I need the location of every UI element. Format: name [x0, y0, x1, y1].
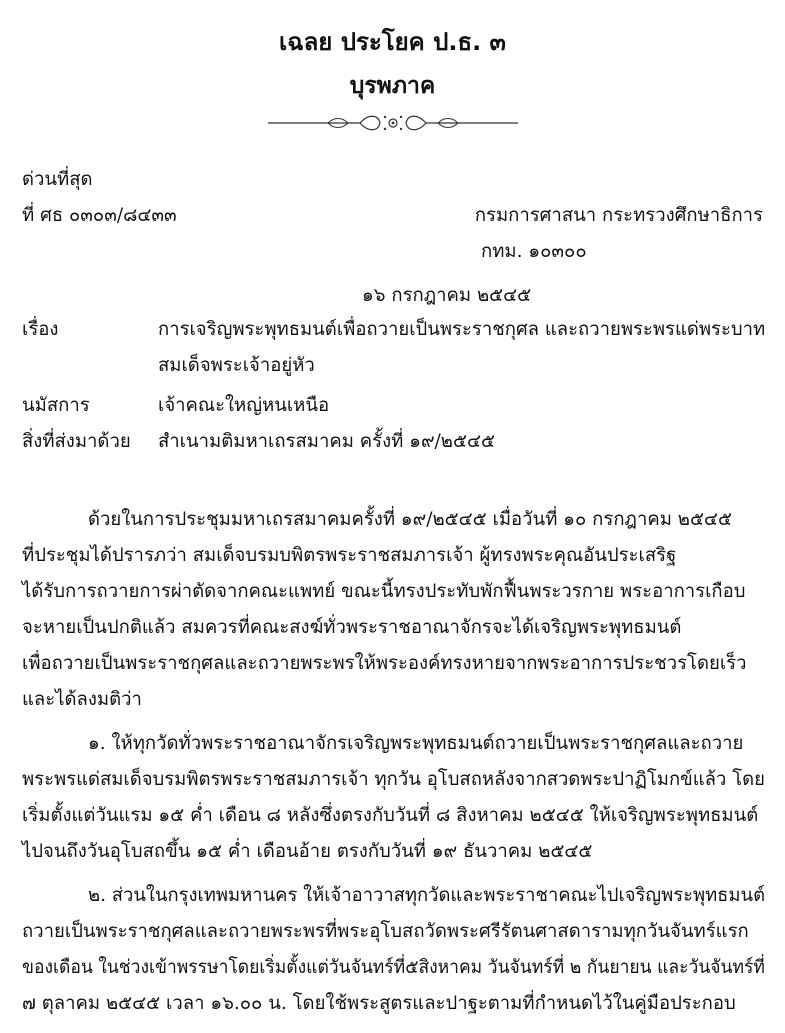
item-2-line: ถวายเป็นพระราชกุศลและถวายพระพรที่พระอุโบสถวัดพระศรีรัตนศาสดารามทุกวันจันทร์แรก — [22, 921, 749, 942]
item-2-line: ๗ ตุลาคม ๒๕๔๕ เวลา ๑๖.๐๐ น. โดยใช้พระสูตรและปาฐะตามที่กำหนดไว้ในคู่มือประกอบ — [22, 993, 736, 1014]
paragraph-1-line: ด้วยในการประชุมมหาเถรสมาคมครั้งที่ ๑๙/๒๕๔๕ เมื่อวันที่ ๑๐ กรกฎาคม ๒๕๔๕ — [88, 509, 732, 530]
item-2-line: ๒. ส่วนในกรุงเทพมหานคร ให้เจ้าอาวาสทุกวัดและพระราชาคณะไปเจริญพระพุทธมนต์ — [88, 885, 766, 906]
paragraph-1-line: ได้รับการถวายการผ่าตัดจากคณะแพทย์ ขณะนี้ทรงประทับพักฟื้นพระวรกาย พระอาการเกือบ — [22, 581, 746, 602]
sender-organization: กรมการศาสนา กระทรวงศึกษาธิการ — [474, 205, 763, 226]
sender-city: กทม. ๑๐๓๐๐ — [481, 241, 587, 262]
salutation-value: เจ้าคณะใหญ่หนเหนือ — [158, 395, 330, 416]
paragraph-1-line: และได้ลงมติว่า — [22, 689, 142, 710]
subject-line-2: สมเด็จพระเจ้าอยู่หัว — [158, 355, 315, 376]
ornament-divider-icon — [268, 112, 518, 134]
paragraph-1-line: เพื่อถวายเป็นพระราชกุศลและถวายพระพรให้พระองค์ทรงหายจากพระอาการประชวรโดยเร็ว — [22, 653, 747, 674]
item-1-line: พระพรแด่สมเด็จบรมพิตรพระราชสมภารเจ้า ทุกวัน อุโบสถหลังจากสวดพระปาฏิโมกข์แล้ว โดย — [22, 769, 765, 790]
paragraph-1-line: จะหายเป็นปกติแล้ว สมควรที่คณะสงฆ์ทั่วพระราชอาณาจักรจะได้เจริญพระพุทธมนต์ — [22, 617, 682, 638]
document-subtitle: บุรพภาค — [349, 73, 436, 99]
urgency-text: ด่วนที่สุด — [22, 169, 93, 190]
letter-date: ๑๖ กรกฎาคม ๒๕๔๕ — [362, 285, 532, 306]
subject-line-1: การเจริญพระพุทธมนต์เพื่อถวายเป็นพระราชกุศล และถวายพระพรแด่พระบาท — [158, 319, 766, 340]
salutation-label: นมัสการ — [22, 395, 90, 416]
enclosure-value: สำเนามติมหาเถรสมาคม ครั้งที่ ๑๙/๒๕๔๕ — [158, 431, 495, 452]
item-1-line: ไปจนถึงวันอุโบสถขึ้น ๑๕ ค่ำ เดือนอ้าย ตรงกับวันที่ ๑๙ ธันวาคม ๒๕๔๕ — [22, 841, 593, 862]
enclosure-label: สิ่งที่ส่งมาด้วย — [22, 431, 131, 452]
item-2-line: ของเดือน ในช่วงเข้าพรรษาโดยเริ่มตั้งแต่วันจันทร์ที่๕สิงหาคม วันจันทร์ที่ ๒ กันยายน และวันจันทร์ที่ — [22, 957, 765, 978]
item-1-line: ๑. ให้ทุกวัดทั่วพระราชอาณาจักรเจริญพระพุทธมนต์ถวายเป็นพระราชกุศลและถวาย — [88, 733, 744, 754]
paragraph-1-line: ที่ประชุมได้ปรารภว่า สมเด็จบรมบพิตรพระราชสมภารเจ้า ผู้ทรงพระคุณอันประเสริฐ — [22, 545, 677, 566]
subject-label: เรื่อง — [22, 319, 59, 340]
document-title: เฉลย ประโยค ป.ธ. ๓ — [279, 28, 506, 56]
item-1-line: เริ่มตั้งแต่วันแรม ๑๕ ค่ำ เดือน ๘ หลังซึ่งตรงกับวันที่ ๘ สิงหาคม ๒๕๔๕ ให้เจริญพระพุทธมนต์ — [22, 805, 759, 826]
reference-number: ที่ ศธ ๐๓๐๓/๘๔๓๓ — [22, 205, 177, 226]
